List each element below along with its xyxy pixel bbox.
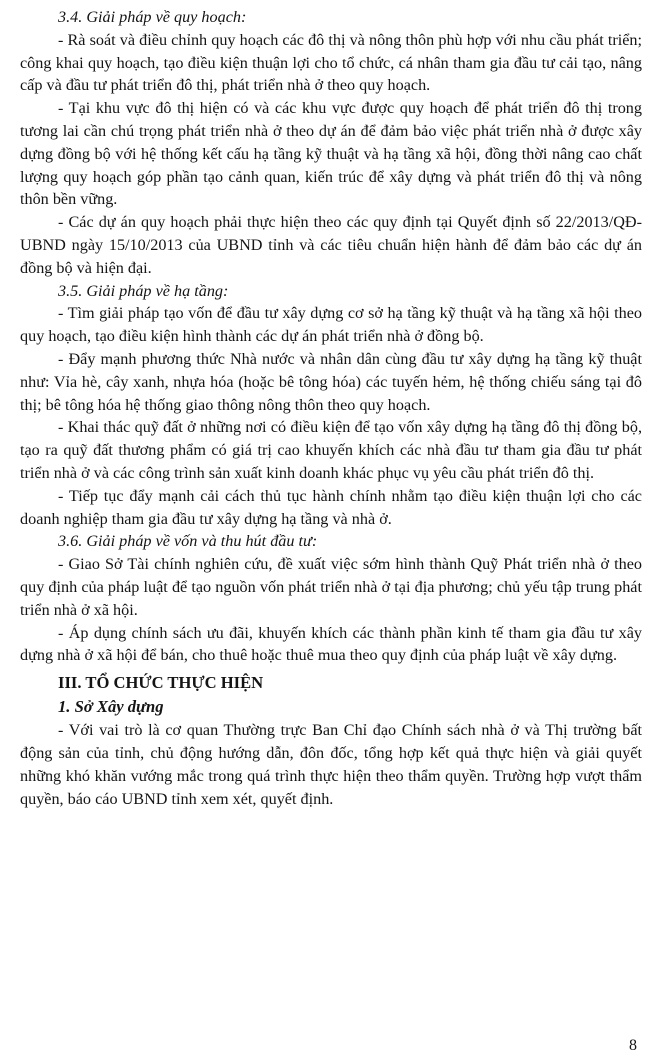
page-number: 8 <box>629 1037 637 1054</box>
section-heading-3-5: 3.5. Giải pháp về hạ tầng: <box>58 281 229 300</box>
subheading-so-xay-dung: 1. Sở Xây dựng <box>58 697 164 717</box>
part-heading-iii: III. TỔ CHỨC THỰC HIỆN <box>58 673 264 693</box>
paragraph-3-4-3: - Các dự án quy hoạch phải thực hiện theo các quy định tại Quyết định số 22/2013/QĐ-UBND ngày 15/10/2013 của UBND tỉnh và các tiêu chuẩn hiện hành để đảm bảo các dự án đồng bộ và hiện đại. <box>20 213 642 277</box>
paragraph-so-xay-dung: - Với vai trò là cơ quan Thường trực Ban Chỉ đạo Chính sách nhà ở và Thị trường bất động sản của tỉnh, chủ động hướng dẫn, đôn đốc, tổng hợp kết quả thực hiện và giải quyết những khó khăn vướng mắc trong quá trình thực hiện theo thẩm quyền. Trường hợp vượt thẩm quyền, báo cáo UBND tỉnh xem xét, quyết định. <box>20 721 642 808</box>
paragraph-3-4-2: - Tại khu vực đô thị hiện có và các khu vực được quy hoạch để phát triển đô thị trong tương lai cần chú trọng phát triển nhà ở theo dự án để đảm bảo việc phát triển nhà ở được xây dựng đồng bộ với hệ thống kết cấu hạ tầng kỹ thuật và hạ tầng xã hội, đồng thời nâng cao chất lượng quy hoạch góp phần tạo cảnh quan, kiến trúc để xây dựng và phát triển đô thị và nông thôn bền vững. <box>20 99 642 209</box>
paragraph-3-4-1: - Rà soát và điều chỉnh quy hoạch các đô thị và nông thôn phù hợp với nhu cầu phát triển; công khai quy hoạch, tạo điều kiện thuận lợi cho tổ chức, cá nhân tham gia đầu tư cải tạo, nâng cấp và đầu tư phát triển đô thị, phát triển nhà ở theo quy hoạch. <box>20 30 642 95</box>
paragraph-3-5-1: - Tìm giải pháp tạo vốn để đầu tư xây dựng cơ sở hạ tầng kỹ thuật và hạ tầng xã hội theo quy hoạch, tạo điều kiện hình thành các dự án phát triển nhà ở đồng bộ. <box>20 304 642 346</box>
paragraph-3-6-1: - Giao Sở Tài chính nghiên cứu, đề xuất việc sớm hình thành Quỹ Phát triển nhà ở theo quy định của pháp luật để tạo nguồn vốn phát triển nhà ở tại địa phương; chủ yếu tập trung phát triển nhà ở xã hội. <box>20 555 642 619</box>
paragraph-3-5-3: - Khai thác quỹ đất ở những nơi có điều kiện để tạo vốn xây dựng hạ tầng đô thị đồng bộ, tạo ra quỹ đất thương phẩm có giá trị cao khuyến khích các nhà đầu tư tham gia đầu tư phát triển nhà ở và các công trình sản xuất kinh doanh khác phục vụ yêu cầu phát triển đô thị. <box>20 418 642 482</box>
section-heading-3-4: 3.4. Giải pháp về quy hoạch: <box>58 8 247 26</box>
section-heading-3-6: 3.6. Giải pháp về vốn và thu hút đầu tư: <box>58 532 318 551</box>
paragraph-3-5-2: - Đẩy mạnh phương thức Nhà nước và nhân dân cùng đầu tư xây dựng hạ tầng kỹ thuật như: Vỉa hè, cây xanh, nhựa hóa (hoặc bê tông hóa) các tuyến hẻm, hệ thống chiếu sáng tại đô thị; bê tông hóa hệ thống giao thông nông thôn theo quy hoạch. <box>20 349 642 414</box>
document-page <box>20 6 642 810</box>
paragraph-3-5-4: - Tiếp tục đẩy mạnh cải cách thủ tục hành chính nhằm tạo điều kiện thuận lợi cho các doanh nghiệp tham gia đầu tư xây dựng hạ tầng và nhà ở. <box>20 486 642 528</box>
paragraph-3-6-2: - Áp dụng chính sách ưu đãi, khuyến khích các thành phần kinh tế tham gia đầu tư xây dựng nhà ở xã hội để bán, cho thuê hoặc thuê mua theo quy định của pháp luật về xây dựng. <box>20 623 642 665</box>
